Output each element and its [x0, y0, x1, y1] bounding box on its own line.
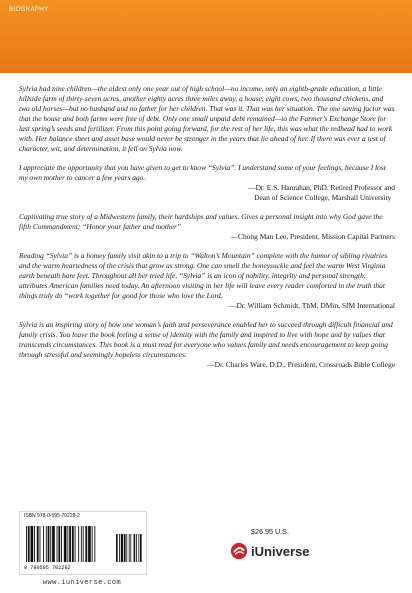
attribution-line: —Dr. E.S. Hanrahan, PhD. Retired Professor and — [248, 183, 395, 192]
attribution-line: —Dr. Charles Ware, D.D., President, Crossroads Bible College — [207, 360, 395, 369]
endorsement-quote: I appreciate the opportunity that you have given to get to know “Sylvia”. I understand some of your feelings, because I lost my own mother to cancer a few years ago. — [19, 163, 386, 182]
endorsement-1 — [19, 163, 395, 203]
barcode-digits: 9 780595 702282 — [24, 565, 71, 571]
endorsement-quote: Captivating true story of a Midwestern family, their hardships and values. Gives a personal insight into why God gave the fifth Commandment; “Honor your father and mother” — [19, 212, 383, 231]
endorsement-attribution — [19, 301, 395, 311]
price-label: $26.95 U.S. — [251, 527, 289, 536]
endorsement-quote: Reading “Sylvia” is a homey family visit akin to a trip to “Walton’s Mountain” complete with the humor of sibling rivalries and the warm heartedness of the crisis that grow us strong. One can smell the honeysuckle and feel the warm West Virginia earth beneath bare feet. Throughout all her tried life, “Sylvia” is an icon of nobility, integrity and personal strength, attributes American families need today. An afternoon visiting in her life will leave every reader comforted in the truth that things truly do “work together for good for those who love the Lord. — [19, 251, 388, 300]
endorsement-2 — [19, 212, 395, 242]
attribution-line: Dean of Science College, Marshall University — [254, 193, 392, 202]
iuniverse-swirl-icon — [230, 542, 248, 560]
barcode-icon — [24, 520, 142, 564]
publisher-logo — [230, 541, 310, 561]
isbn-label: ISBN 978-0-595-70228-2 — [24, 513, 80, 519]
synopsis-block — [19, 84, 395, 154]
back-cover-text — [19, 84, 395, 379]
endorsement-attribution — [19, 232, 395, 242]
endorsement-3 — [19, 251, 395, 311]
category-label: BIOGRAPHY — [9, 6, 49, 13]
publisher-website: www.iuniverse.com — [42, 579, 122, 587]
endorsement-4 — [19, 320, 395, 370]
publisher-name: iUniverse — [251, 543, 310, 559]
endorsement-attribution — [19, 360, 395, 370]
endorsement-attribution — [19, 183, 395, 203]
orange-header-band — [0, 0, 412, 73]
synopsis-text: Sylvia had nine children—the oldest only one year out of high school—no income, only an eighth-grade education, a little hillside farm of thirty-seven acres, another eighty acres three miles away, a house, eight cows, two thousand chickens, and two old horses—but no husband and no father for her children. That was it. That was her situation. The one saving factor was that the house and both farms were free of debt. Only one small unpaid debt remained—to the Farmer’s Exchange Store for last spring’s seeds and fertilizer. From this point going forward, for the rest of her life, this was what the redhead had to work with. Her balance sheet and asset base would never be stronger in the years that lie ahead of her. If there was ever a test of character, wit, and determination, it fell on Sylvia now. — [19, 84, 395, 153]
attribution-line: —Chong Man Lee, President, Mission Capital Partners — [230, 232, 395, 241]
endorsement-quote: Sylvia is an inspiring story of how one woman’s faith and perseverance enabled her to succeed through difficult financial and family crisis. You leave the book feeling a sense of identity with the family and inspired to live with hope and by values that transcends circumstances. This book is a must read for everyone who values family and needs encouragement to keep going through stressful and seemingly hopeless circumstances. — [19, 320, 393, 359]
attribution-line: —Dr. William Schmidt, ThM, DMin, SIM International — [229, 301, 395, 310]
